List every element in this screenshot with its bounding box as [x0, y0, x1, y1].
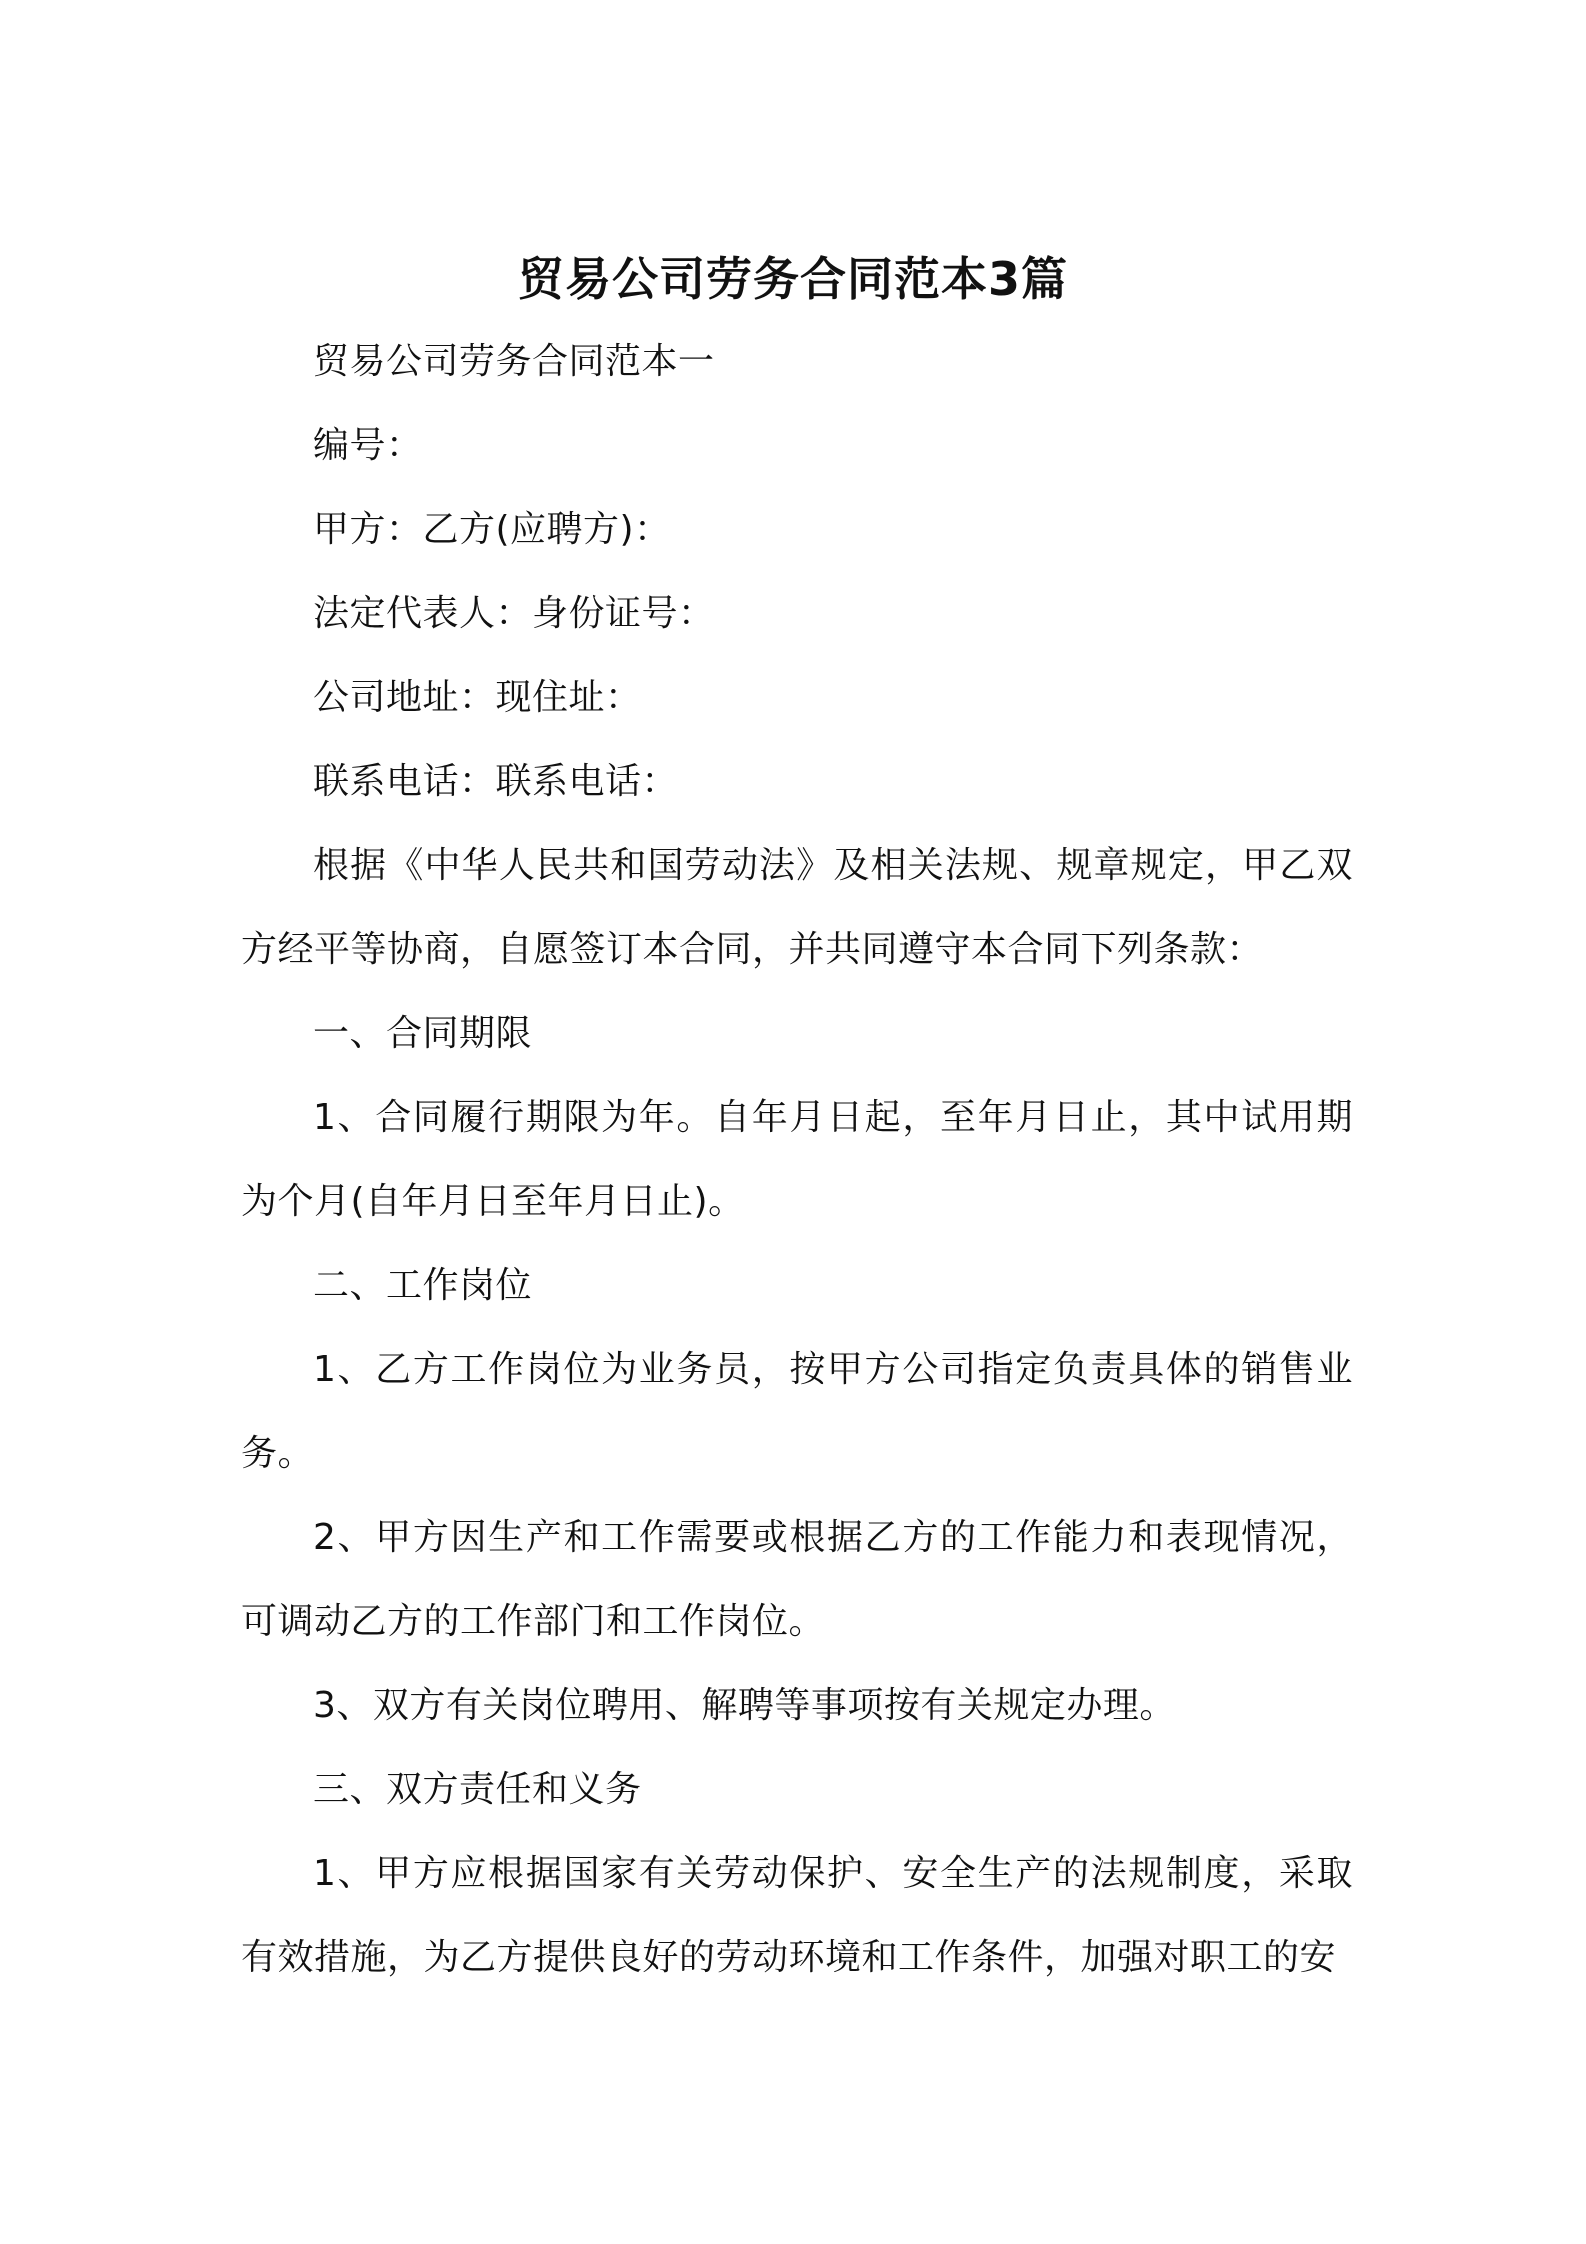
paragraph-phone: 联系电话：联系电话： [313, 761, 679, 802]
paragraph-parties: 甲方：乙方(应聘方)： [313, 509, 671, 550]
clause-position-2: 2、甲方因生产和工作需要或根据乙方的工作能力和表现情况，可调动乙方的工作部门和工作岗位。 [241, 1517, 1353, 1642]
section-heading-term: 一、合同期限 [313, 1013, 533, 1054]
document-title: 贸易公司劳务合同范本3篇 [517, 251, 1068, 306]
clause-term-1: 1、合同履行期限为年。自年月日起，至年月日止，其中试用期为个月(自年月日至年月日止)。 [241, 1097, 1353, 1222]
section-heading-duties: 三、双方责任和义务 [313, 1769, 642, 1810]
document-body [241, 320, 1353, 2000]
clause-duties-1: 1、甲方应根据国家有关劳动保护、安全生产的法规制度，采取有效措施，为乙方提供良好的劳动环境和工作条件，加强对职工的安 [241, 1853, 1353, 1978]
clause-position-1: 1、乙方工作岗位为业务员，按甲方公司指定负责具体的销售业务。 [241, 1349, 1353, 1474]
paragraph-contract-heading: 贸易公司劳务合同范本一 [313, 341, 715, 382]
paragraph-preamble: 根据《中华人民共和国劳动法》及相关法规、规章规定，甲乙双方经平等协商，自愿签订本合同，并共同遵守本合同下列条款： [241, 845, 1353, 970]
paragraph-number-field: 编号： [313, 425, 423, 466]
section-heading-position: 二、工作岗位 [313, 1265, 533, 1306]
clause-position-3: 3、双方有关岗位聘用、解聘等事项按有关规定办理。 [313, 1685, 1176, 1726]
paragraph-address: 公司地址：现住址： [313, 677, 642, 718]
paragraph-legal-rep-id: 法定代表人：身份证号： [313, 593, 715, 634]
